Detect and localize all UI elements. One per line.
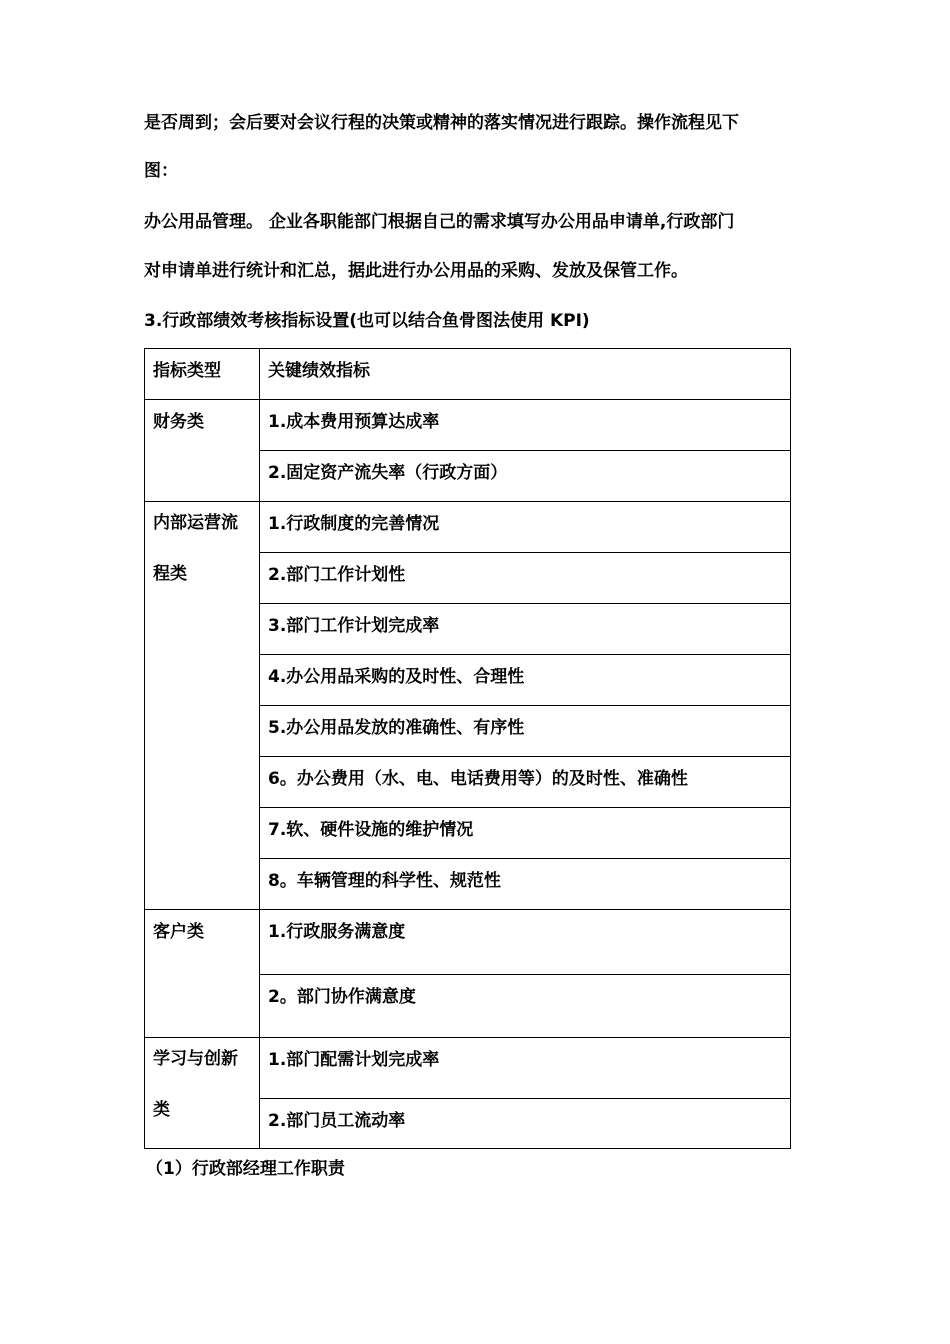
header-kpi: 关键绩效指标 bbox=[260, 349, 791, 400]
category-cell-finance bbox=[145, 400, 260, 502]
category-label: 学习与创新类 bbox=[153, 1049, 238, 1120]
kpi-cell: 4.办公用品采购的及时性、合理性 bbox=[260, 655, 791, 706]
table-row bbox=[145, 910, 791, 975]
kpi-cell: 2.固定资产流失率（行政方面） bbox=[260, 451, 791, 502]
header-category: 指标类型 bbox=[145, 349, 260, 400]
table-row bbox=[145, 502, 791, 553]
intro-line-4: 对申请单进行统计和汇总，据此进行办公用品的采购、发放及保管工作。 bbox=[144, 261, 688, 281]
kpi-cell: 2.部门工作计划性 bbox=[260, 553, 791, 604]
category-label: 财务类 bbox=[153, 412, 204, 432]
kpi-cell: 1.成本费用预算达成率 bbox=[260, 400, 791, 451]
intro-line-3: 办公用品管理。 企业各职能部门根据自己的需求填写办公用品申请单,行政部门 bbox=[144, 212, 735, 232]
kpi-cell: 3.部门工作计划完成率 bbox=[260, 604, 791, 655]
section-title: 3.行政部绩效考核指标设置(也可以结合鱼骨图法使用 KPI) bbox=[144, 311, 590, 331]
kpi-table bbox=[144, 348, 791, 1149]
table-row bbox=[145, 400, 791, 451]
kpi-cell: 8。车辆管理的科学性、规范性 bbox=[260, 859, 791, 910]
intro-line-1: 是否周到；会后要对会议行程的决策或精神的落实情况进行跟踪。操作流程见下 bbox=[144, 113, 739, 133]
table-row bbox=[145, 1038, 791, 1099]
kpi-cell: 6。办公费用（水、电、电话费用等）的及时性、准确性 bbox=[260, 757, 791, 808]
kpi-cell: 7.软、硬件设施的维护情况 bbox=[260, 808, 791, 859]
kpi-cell: 1.行政制度的完善情况 bbox=[260, 502, 791, 553]
category-cell-customer bbox=[145, 910, 260, 1038]
kpi-cell: 1.行政服务满意度 bbox=[260, 910, 791, 975]
intro-line-2: 图： bbox=[144, 161, 178, 181]
kpi-cell: 1.部门配需计划完成率 bbox=[260, 1038, 791, 1099]
category-label: 客户类 bbox=[153, 922, 204, 942]
kpi-cell: 2。部门协作满意度 bbox=[260, 975, 791, 1038]
kpi-cell: 2.部门员工流动率 bbox=[260, 1099, 791, 1149]
footer-heading: （1）行政部经理工作职责 bbox=[146, 1159, 345, 1179]
table-header-row bbox=[145, 349, 791, 400]
category-cell-internal bbox=[145, 502, 260, 910]
category-label: 内部运营流程类 bbox=[153, 513, 238, 584]
kpi-cell: 5.办公用品发放的准确性、有序性 bbox=[260, 706, 791, 757]
category-cell-learning bbox=[145, 1038, 260, 1149]
